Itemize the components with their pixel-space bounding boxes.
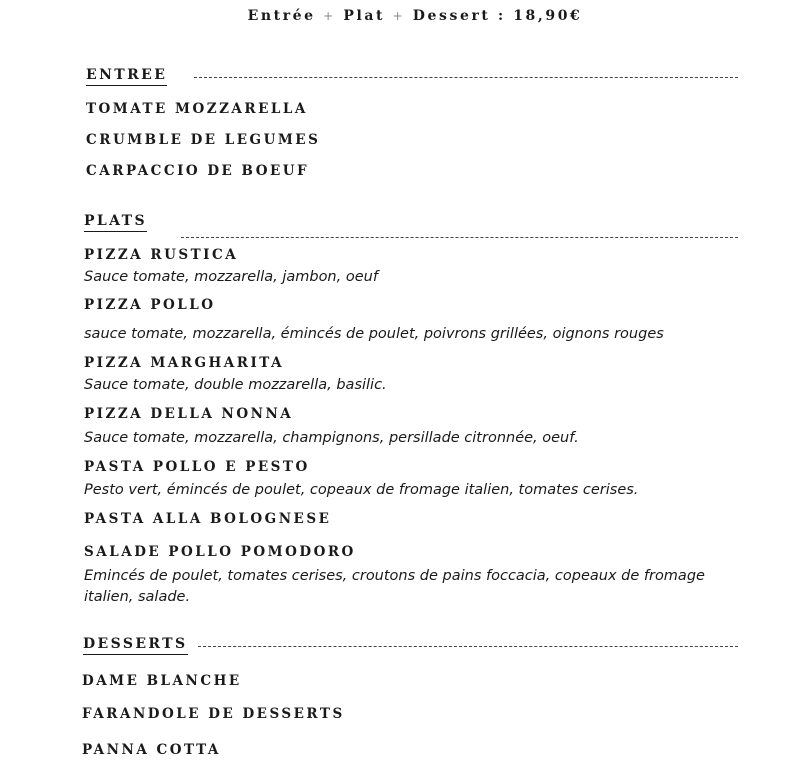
entree-item-name: TOMATE MOZZARELLA (86, 101, 308, 117)
plat-item-name: PIZZA MARGHARITA (84, 355, 285, 371)
plat-item-name: PIZZA RUSTICA (84, 247, 239, 263)
dessert-item-name: DAME BLANCHE (82, 673, 242, 689)
section-desserts-title: DESSERTS (83, 635, 188, 655)
section-divider (181, 237, 738, 238)
formula-plus-1: + (323, 9, 336, 23)
section-divider (194, 77, 738, 78)
formula-entree: Entrée (247, 8, 316, 24)
plat-item-name: PASTA POLLO E PESTO (84, 459, 310, 475)
plat-item-name: PIZZA POLLO (84, 297, 216, 313)
section-plats-header (84, 212, 738, 234)
dessert-item-name: PANNA COTTA (82, 742, 221, 758)
section-entree-header (86, 66, 738, 88)
entree-item-name: CARPACCIO DE BOEUF (86, 163, 310, 179)
section-entree-title: ENTREE (86, 66, 167, 86)
plat-item-description: Emincés de poulet, tomates cerises, croutons de pains foccacia, copeaux de fromage italien, salade. (84, 568, 705, 605)
plat-item-description: sauce tomate, mozzarella, émincés de poulet, poivrons grillées, oignons rouges (84, 326, 664, 342)
plat-item-description: Sauce tomate, double mozzarella, basilic. (84, 377, 387, 393)
menu-formula-price (0, 8, 800, 24)
plat-item-description: Pesto vert, émincés de poulet, copeaux de fromage italien, tomates cerises. (84, 482, 639, 498)
plat-item-name: PASTA ALLA BOLOGNESE (84, 511, 332, 527)
plat-item-description: Sauce tomate, mozzarella, jambon, oeuf (84, 269, 378, 285)
dessert-item-name: FARANDOLE DE DESSERTS (82, 706, 345, 722)
plat-item-description: Sauce tomate, mozzarella, champignons, persillade citronnée, oeuf. (84, 430, 579, 446)
formula-plus-2: + (392, 9, 406, 23)
formula-dessert-price: Dessert : 18,90€ (412, 8, 583, 24)
plat-item-name: SALADE POLLO POMODORO (84, 544, 356, 560)
entree-item-name: CRUMBLE DE LEGUMES (86, 132, 321, 148)
section-plats-title: PLATS (84, 212, 147, 232)
section-divider (198, 646, 738, 647)
plat-item-name: PIZZA DELLA NONNA (84, 406, 294, 422)
section-desserts-header (83, 635, 738, 657)
formula-plat: Plat (343, 8, 386, 24)
